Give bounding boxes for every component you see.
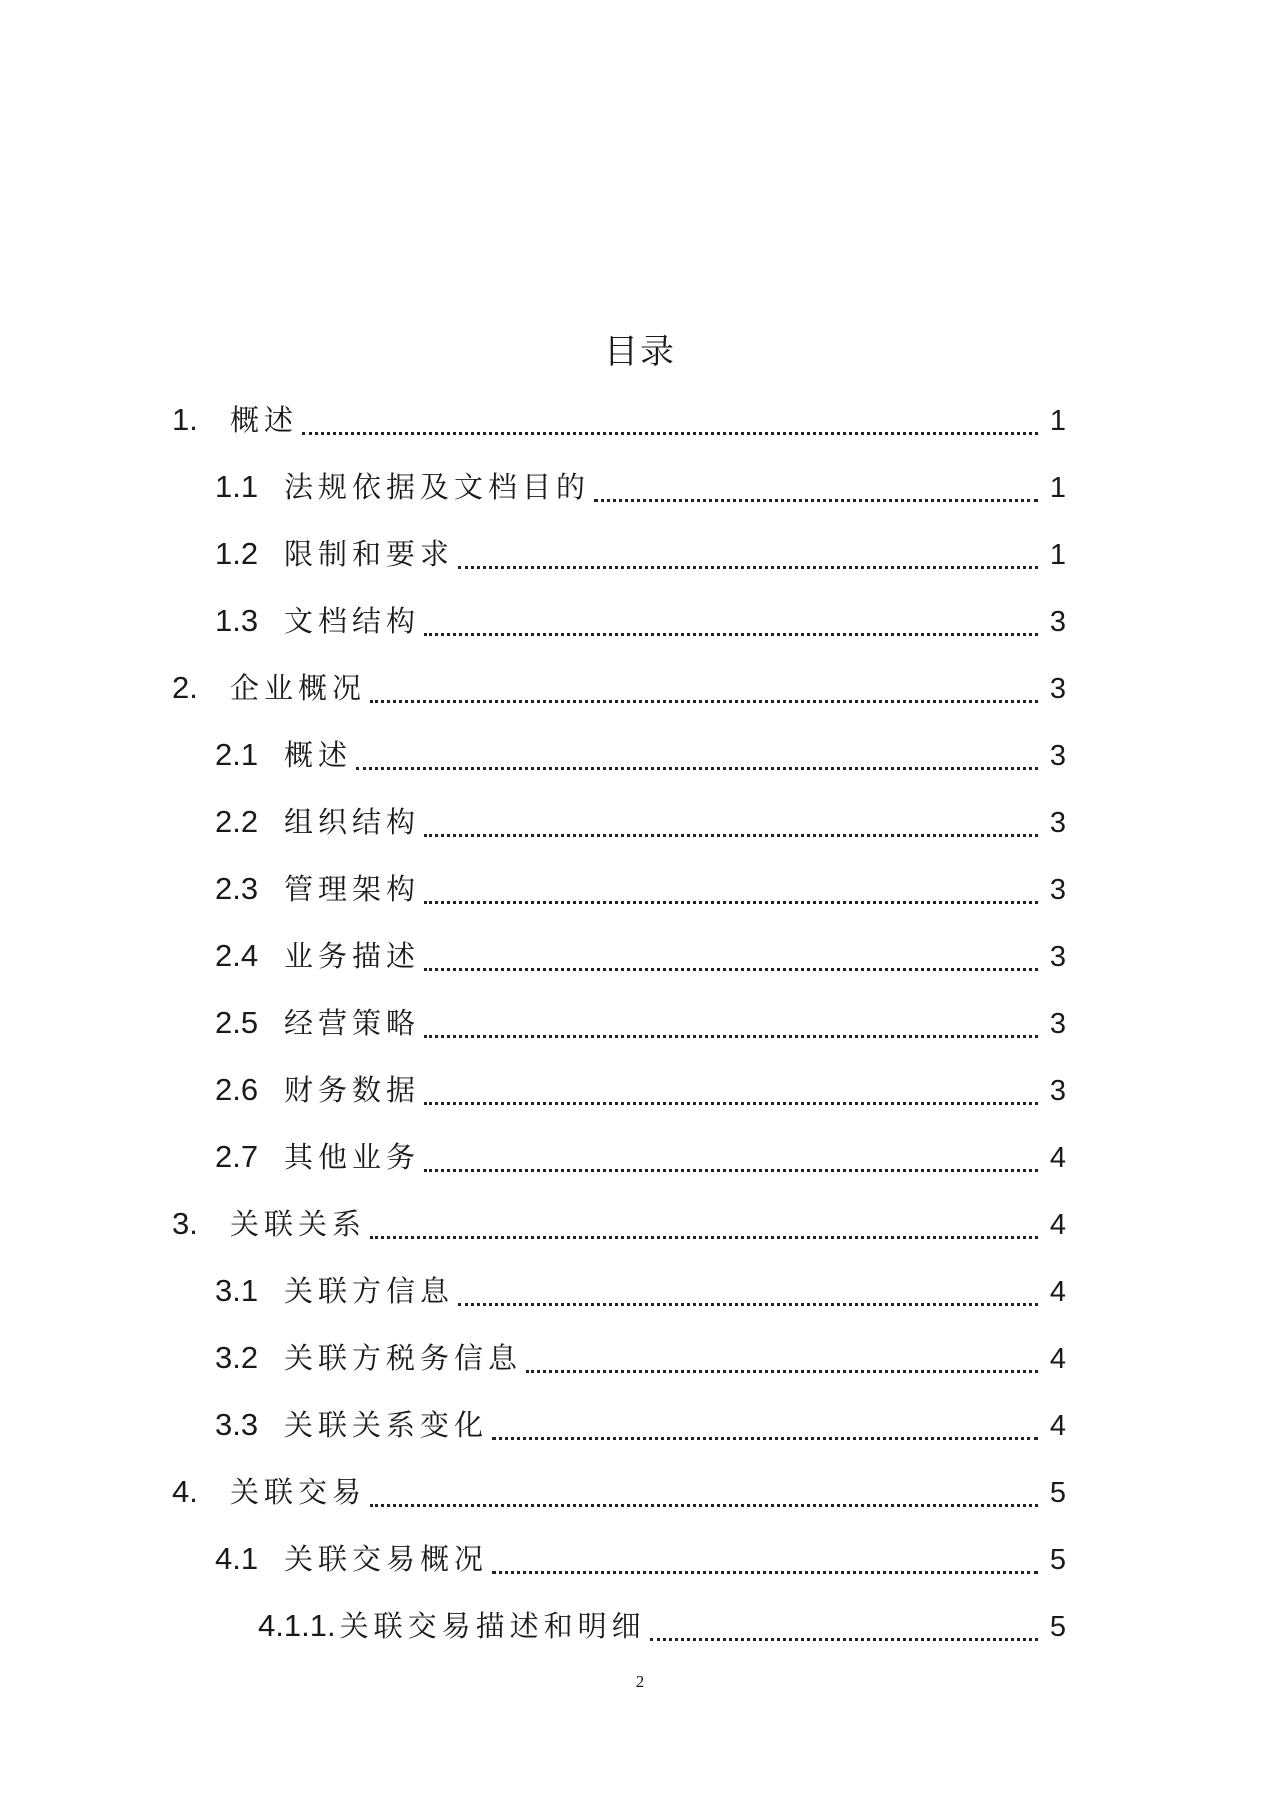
toc-entry-page: 4: [1049, 1343, 1066, 1375]
dot-leader: [424, 834, 1038, 837]
toc-entry[interactable]: [0, 786, 1280, 853]
toc-entry[interactable]: [0, 987, 1280, 1054]
toc-entry-number: 2.2: [215, 804, 259, 839]
toc-entry-page: 3: [1049, 874, 1066, 906]
toc-entry-number: 2.3: [215, 871, 259, 906]
toc-entry-number: 2.7: [215, 1139, 259, 1174]
toc-entry[interactable]: [0, 1523, 1280, 1590]
dot-leader: [424, 1169, 1038, 1172]
toc-entry-title: 组织结构: [284, 805, 421, 839]
dot-leader: [356, 767, 1038, 770]
toc-entry-title: 关联交易描述和明细: [339, 1609, 646, 1643]
toc-entry-title: 业务描述: [284, 939, 421, 973]
toc-entry-page: 3: [1049, 807, 1066, 839]
toc-entry-page: 4: [1049, 1276, 1066, 1308]
toc-entry-page: 3: [1049, 673, 1066, 705]
toc-entry[interactable]: [0, 1322, 1280, 1389]
dot-leader: [370, 1504, 1038, 1507]
toc-entry-page: 1: [1049, 539, 1066, 571]
page-number: 2: [635, 1672, 645, 1691]
toc-entry-title: 概述: [230, 403, 299, 437]
dot-leader: [458, 566, 1038, 569]
toc-entry-number: 2.: [172, 670, 198, 705]
toc-entry-number: 2.1: [215, 737, 259, 772]
dot-leader: [492, 1571, 1038, 1574]
toc-entry-title: 关联交易概况: [284, 1542, 489, 1576]
toc-entry-page: 1: [1049, 472, 1066, 504]
toc-entry-page: 4: [1049, 1209, 1066, 1241]
toc-entry[interactable]: [0, 920, 1280, 987]
toc-entry-title: 关联方税务信息: [284, 1341, 523, 1375]
page-title: 目录: [604, 332, 676, 372]
toc-entry-title: 经营策略: [284, 1006, 421, 1040]
toc-entry-title: 企业概况: [230, 671, 367, 705]
toc-entry-number: 3.3: [215, 1407, 259, 1442]
toc-entry-title: 概述: [284, 738, 353, 772]
toc-entry-title: 法规依据及文档目的: [284, 470, 591, 504]
toc-entry-number: 3.1: [215, 1273, 259, 1308]
toc-entry-number: 1.2: [215, 536, 259, 571]
toc-entry-number: 4.: [172, 1474, 198, 1509]
dot-leader: [424, 633, 1038, 636]
toc-entry-number: 2.6: [215, 1072, 259, 1107]
toc-entry-number: 1.: [172, 402, 198, 437]
toc-entry-title: 关联关系变化: [284, 1408, 489, 1442]
toc-entry-page: 3: [1049, 606, 1066, 638]
toc-entry-page: 3: [1049, 1008, 1066, 1040]
toc-entry-title: 关联方信息: [284, 1274, 455, 1308]
dot-leader: [424, 1102, 1038, 1105]
toc-entry[interactable]: [0, 1255, 1280, 1322]
toc-entry[interactable]: [0, 1389, 1280, 1456]
dot-leader: [424, 1035, 1038, 1038]
dot-leader: [650, 1638, 1038, 1641]
toc-entry[interactable]: [0, 518, 1280, 585]
toc-entry-page: 1: [1049, 405, 1066, 437]
toc-entry-number: 1.3: [215, 603, 259, 638]
toc-entry[interactable]: [0, 451, 1280, 518]
dot-leader: [424, 901, 1038, 904]
toc-entry-title: 关联关系: [230, 1207, 367, 1241]
toc-entry[interactable]: [0, 719, 1280, 786]
toc-entry-number: 2.5: [215, 1005, 259, 1040]
dot-leader: [424, 968, 1038, 971]
dot-leader: [458, 1303, 1038, 1306]
toc-entry[interactable]: [0, 585, 1280, 652]
toc-entry-title: 财务数据: [284, 1073, 421, 1107]
toc-entry-number: 4.1: [215, 1541, 259, 1576]
toc-entry[interactable]: [0, 652, 1280, 719]
toc-entry-title: 文档结构: [284, 604, 421, 638]
toc-entry-page: 3: [1049, 1075, 1066, 1107]
toc-entry-number: 3.: [172, 1206, 198, 1241]
dot-leader: [594, 499, 1038, 502]
toc-entry[interactable]: [0, 1121, 1280, 1188]
toc-entry-page: 5: [1049, 1544, 1066, 1576]
toc-entry-number: 3.2: [215, 1340, 259, 1375]
toc-entry-title: 其他业务: [284, 1140, 421, 1174]
toc-entry-page: 3: [1049, 941, 1066, 973]
toc-entry[interactable]: [0, 384, 1280, 451]
toc-entry-title: 限制和要求: [284, 537, 455, 571]
toc-entry-number: 2.4: [215, 938, 259, 973]
toc-entry[interactable]: [0, 1456, 1280, 1523]
toc-entry-page: 5: [1049, 1611, 1066, 1643]
dot-leader: [492, 1437, 1038, 1440]
dot-leader: [370, 700, 1038, 703]
dot-leader: [370, 1236, 1038, 1239]
toc-entry[interactable]: [0, 1054, 1280, 1121]
table-of-contents: [0, 384, 1280, 1657]
toc-entry[interactable]: [0, 1188, 1280, 1255]
toc-entry-title: 管理架构: [284, 872, 421, 906]
toc-entry-page: 4: [1049, 1142, 1066, 1174]
toc-entry-number: 1.1: [215, 469, 259, 504]
toc-entry[interactable]: [0, 853, 1280, 920]
toc-entry-page: 5: [1049, 1477, 1066, 1509]
toc-entry-title: 关联交易: [230, 1475, 367, 1509]
toc-entry-page: 4: [1049, 1410, 1066, 1442]
toc-entry[interactable]: [0, 1590, 1280, 1657]
dot-leader: [302, 432, 1038, 435]
dot-leader: [526, 1370, 1038, 1373]
toc-entry-number: 4.1.1.: [258, 1608, 336, 1643]
toc-entry-page: 3: [1049, 740, 1066, 772]
